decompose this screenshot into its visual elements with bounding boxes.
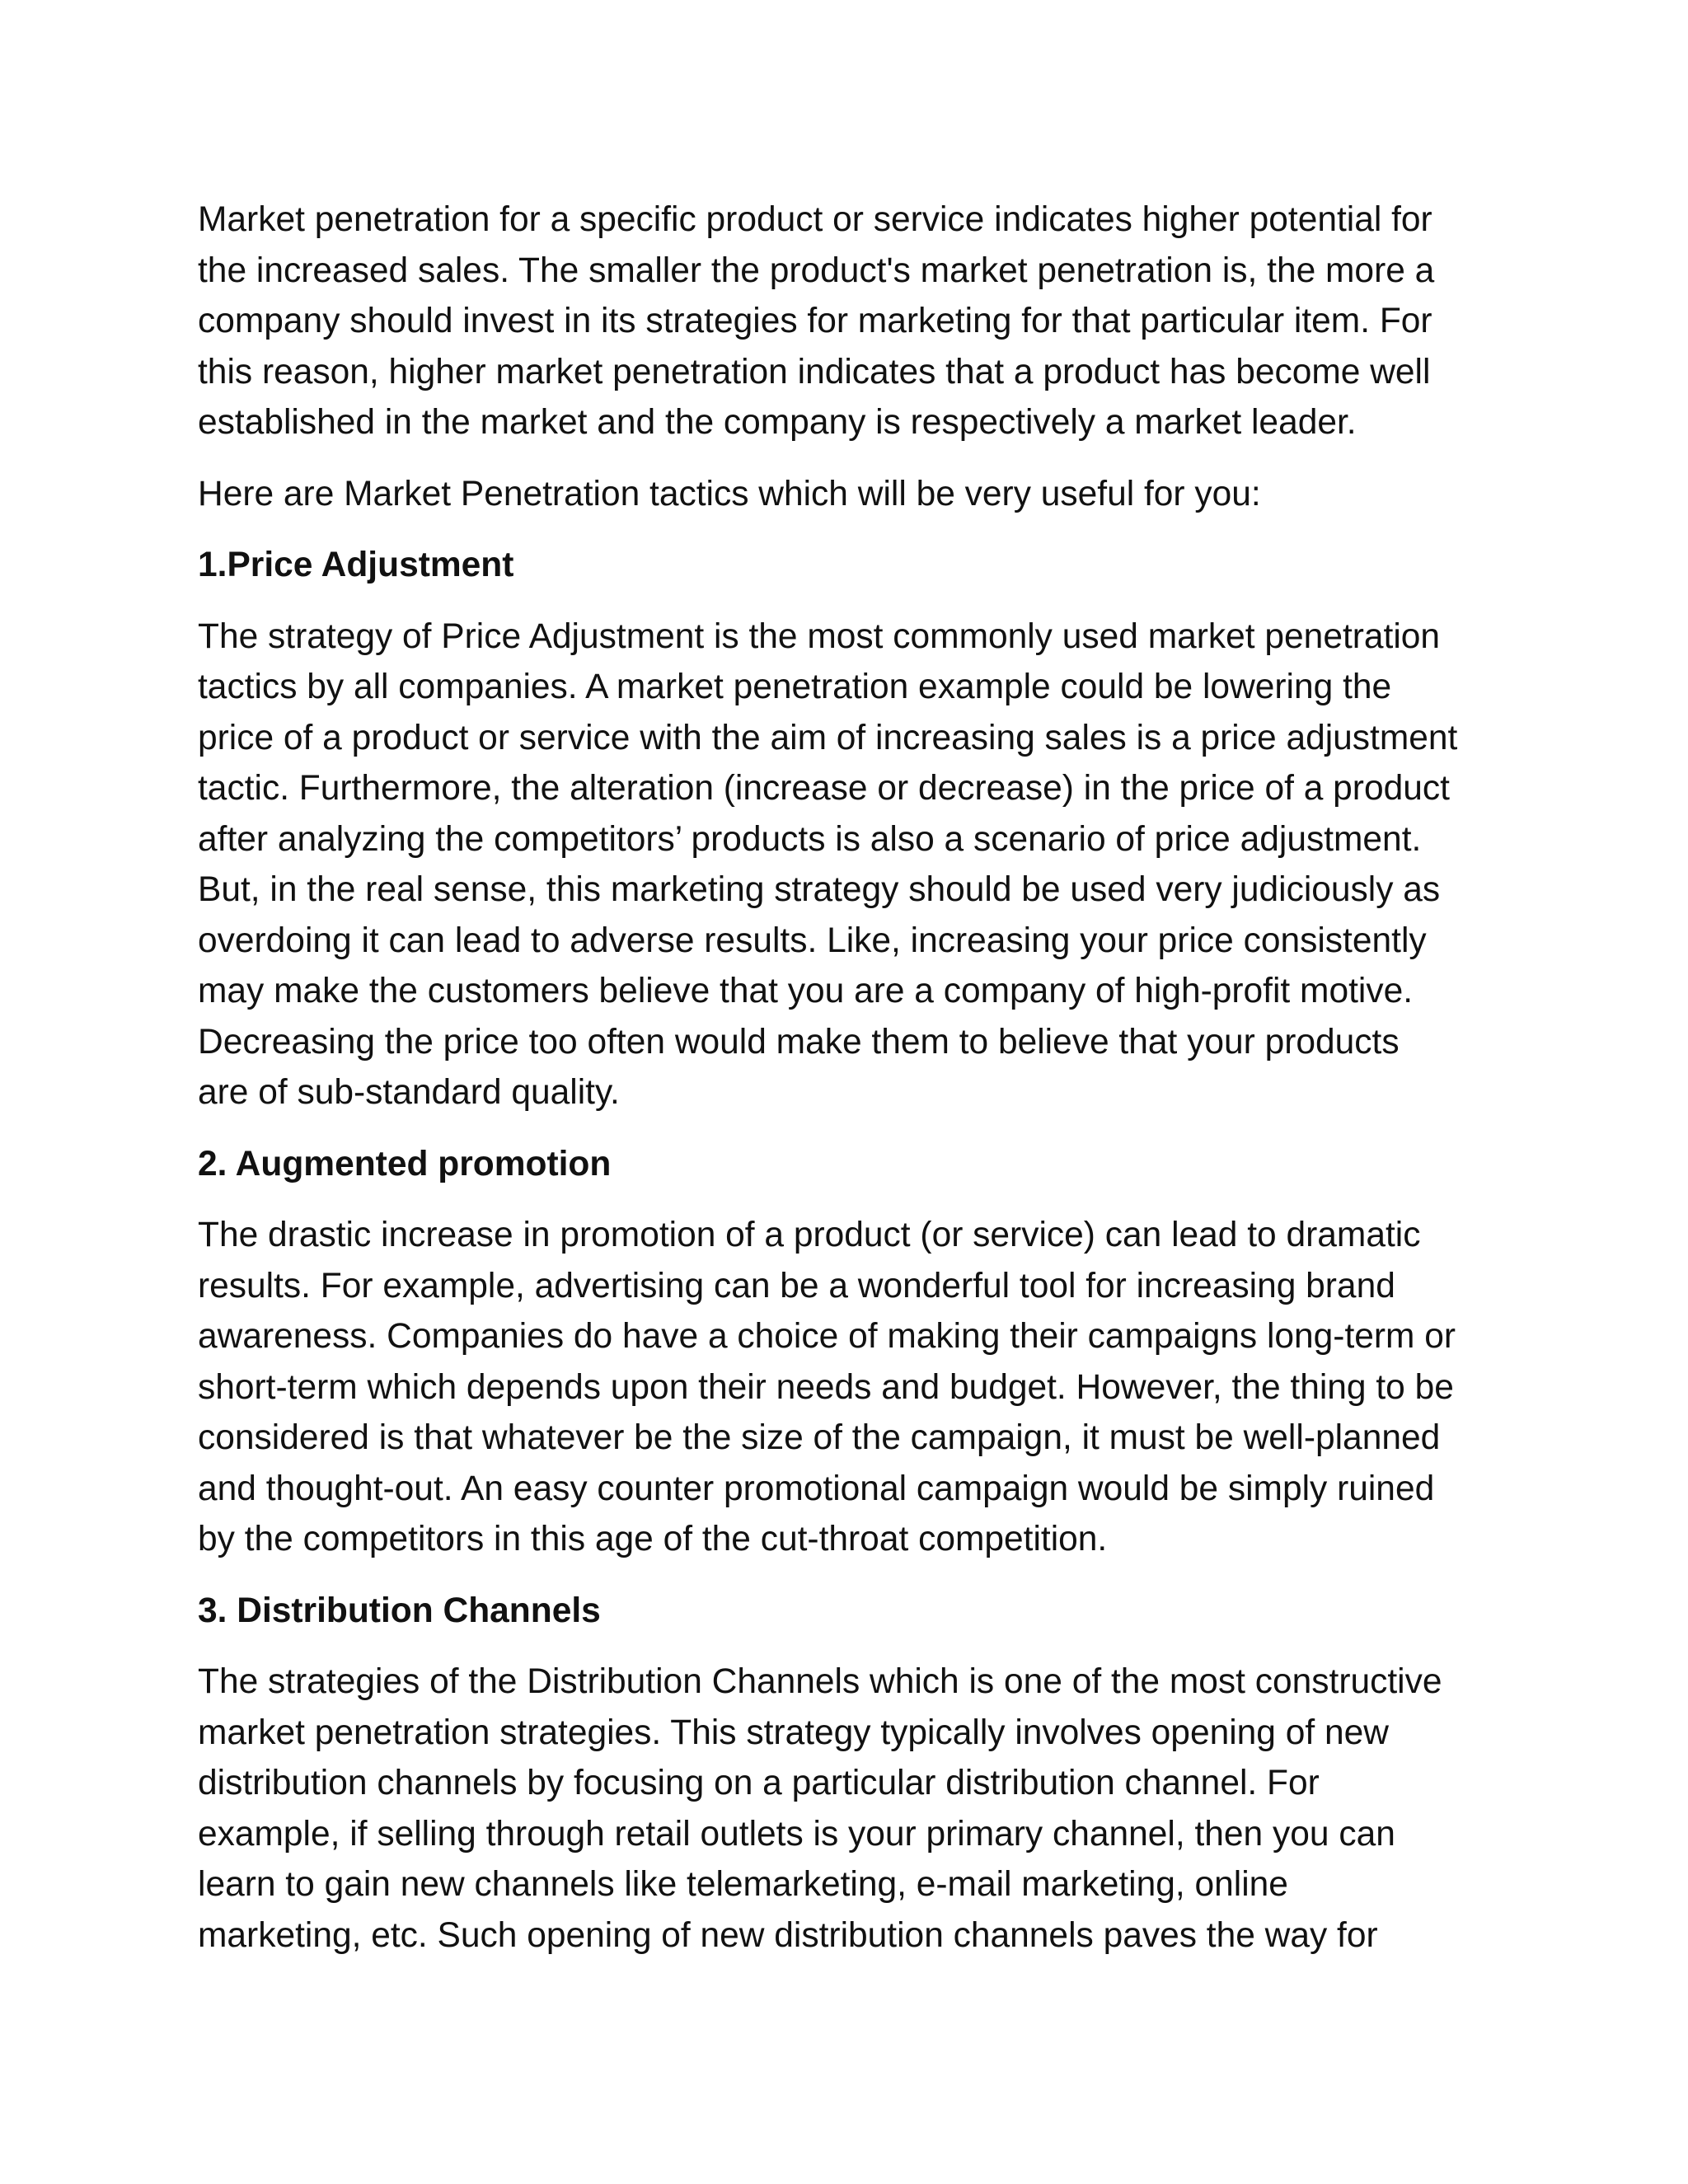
section-heading-price-adjustment: 1.Price Adjustment — [198, 546, 514, 584]
section-heading-augmented-promotion: 2. Augmented promotion — [198, 1144, 612, 1183]
intro-paragraph: Market penetration for a specific product or service indicates higher potential for the increased sales. The smaller the product's market penetration is, the more a company should invest in its strategies for marketing for that particular item. For this reason, higher market penetration indicates that a product has become well established in the market and the company is respectively a market leader. — [198, 200, 1435, 442]
tactics-intro-paragraph: Here are Market Penetration tactics which will be very useful for you: — [198, 474, 1261, 513]
section-body-distribution-channels: The strategies of the Distribution Channels which is one of the most constructive market penetration strategies. This strategy typically involves opening of new distribution channels by focusing on a particular distribution channel. For example, if selling through retail outlets is your primary channel, then you can learn to gain new channels like telemarketing, e-mail marketing, online marketing, etc. Such opening of new distribution channels paves the way for — [198, 1662, 1442, 1955]
document-page — [198, 194, 1500, 1981]
section-heading-distribution-channels: 3. Distribution Channels — [198, 1591, 601, 1630]
section-body-augmented-promotion: The drastic increase in promotion of a product (or service) can lead to dramatic results. For example, advertising can be a wonderful tool for increasing brand awareness. Companies do have a choice of making their campaigns long-term or short-term which depends upon their needs and budget. However, the thing to be considered is that whatever be the size of the campaign, it must be well-planned and thought-out. An easy counter promotional campaign would be simply ruined by the competitors in this age of the cut-throat competition. — [198, 1216, 1456, 1558]
section-body-price-adjustment: The strategy of Price Adjustment is the most commonly used market penetration tactics by all companies. A market penetration example could be lowering the price of a product or service with the aim of increasing sales is a price adjustment tactic. Furthermore, the alteration (increase or decrease) in the price of a product after analyzing the competitors’ products is also a scenario of price adjustment. But, in the real sense, this marketing strategy should be used very judiciously as overdoing it can lead to adverse results. Like, increasing your price consistently may make the customers believe that you are a company of high-profit motive. Decreasing the price too often would make them to believe that your products are of sub-standard quality. — [198, 616, 1458, 1112]
